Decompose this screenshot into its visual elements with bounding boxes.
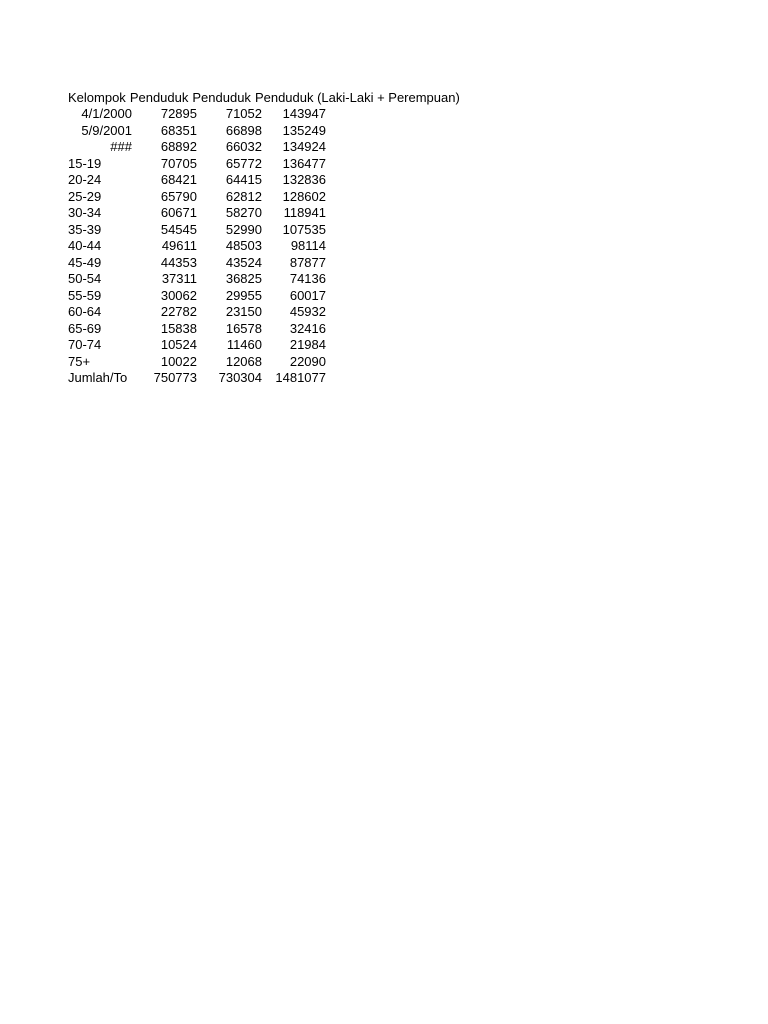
table-row xyxy=(68,222,464,239)
value-penduduk-1: 68892 xyxy=(160,139,197,154)
value-penduduk-total: 134924 xyxy=(282,139,326,154)
table-row xyxy=(68,321,464,338)
value-penduduk-total: 118941 xyxy=(283,205,326,220)
header-row xyxy=(68,89,464,106)
row-label: ### xyxy=(110,139,132,154)
table-body xyxy=(68,106,464,387)
value-penduduk-1: 54545 xyxy=(160,221,197,237)
table-row xyxy=(68,172,464,189)
value-penduduk-2: 23150 xyxy=(225,304,262,319)
row-label: 30-34 xyxy=(68,205,102,220)
value-penduduk-1: 68421 xyxy=(160,172,197,187)
row-label: 4/1/2000 xyxy=(81,106,132,121)
row-label: 50-54 xyxy=(68,271,102,286)
table-row xyxy=(68,238,464,255)
value-penduduk-2: 16578 xyxy=(225,320,262,336)
value-penduduk-total: 128602 xyxy=(282,188,326,204)
value-penduduk-1: 22782 xyxy=(160,304,197,319)
value-penduduk-total: 22090 xyxy=(289,353,326,369)
table-row xyxy=(68,354,464,371)
value-penduduk-total: 1481077 xyxy=(275,370,326,385)
value-penduduk-1: 15838 xyxy=(160,320,197,336)
table-row xyxy=(68,189,464,206)
value-penduduk-total: 98114 xyxy=(290,238,326,253)
row-label: 25-29 xyxy=(68,188,102,204)
table-row xyxy=(68,337,464,354)
value-penduduk-total: 135249 xyxy=(282,122,326,138)
row-label: 60-64 xyxy=(68,304,102,319)
value-penduduk-1: 70705 xyxy=(160,155,197,171)
value-penduduk-1: 750773 xyxy=(153,370,197,385)
row-label: 70-74 xyxy=(68,337,102,352)
value-penduduk-2: 36825 xyxy=(225,271,262,286)
row-label: 5/9/2001 xyxy=(81,122,132,138)
value-penduduk-2: 12068 xyxy=(225,353,262,369)
spreadsheet-table xyxy=(68,89,464,387)
value-penduduk-2: 58270 xyxy=(225,205,262,220)
value-penduduk-1: 37311 xyxy=(161,271,197,286)
value-penduduk-total: 132836 xyxy=(282,172,326,187)
table-row xyxy=(68,271,464,288)
value-penduduk-total: 21984 xyxy=(289,337,326,352)
table-row xyxy=(68,255,464,272)
value-penduduk-2: 62812 xyxy=(225,188,262,204)
value-penduduk-2: 64415 xyxy=(225,172,262,187)
value-penduduk-2: 65772 xyxy=(225,155,262,171)
header-kelompok: Kelompok xyxy=(68,90,126,105)
table-row xyxy=(68,205,464,222)
value-penduduk-2: 11460 xyxy=(226,337,262,352)
value-penduduk-1: 30062 xyxy=(160,287,197,303)
row-label: 35-39 xyxy=(68,221,102,237)
value-penduduk-total: 107535 xyxy=(282,221,326,237)
value-penduduk-1: 49611 xyxy=(161,238,197,253)
row-label: Jumlah/To xyxy=(68,370,128,385)
value-penduduk-1: 60671 xyxy=(160,205,197,220)
table-row xyxy=(68,106,464,123)
row-label: 75+ xyxy=(68,353,91,369)
value-penduduk-total: 87877 xyxy=(289,254,326,270)
row-label: 55-59 xyxy=(68,287,102,303)
header-penduduk-2: Penduduk xyxy=(192,90,251,105)
value-penduduk-1: 68351 xyxy=(160,122,197,138)
value-penduduk-total: 32416 xyxy=(289,320,326,336)
value-penduduk-2: 29955 xyxy=(225,287,262,303)
row-label: 20-24 xyxy=(68,172,102,187)
value-penduduk-2: 730304 xyxy=(218,370,262,385)
table-row xyxy=(68,370,464,387)
value-penduduk-2: 66032 xyxy=(225,139,262,154)
table-row xyxy=(68,288,464,305)
value-penduduk-total: 143947 xyxy=(282,106,326,121)
value-penduduk-2: 43524 xyxy=(225,254,262,270)
value-penduduk-total: 136477 xyxy=(282,155,326,171)
value-penduduk-2: 52990 xyxy=(225,221,262,237)
row-label: 65-69 xyxy=(68,320,102,336)
value-penduduk-total: 45932 xyxy=(289,304,326,319)
value-penduduk-1: 10524 xyxy=(160,337,197,352)
value-penduduk-2: 48503 xyxy=(225,238,262,253)
table-row xyxy=(68,123,464,140)
value-penduduk-1: 44353 xyxy=(160,254,197,270)
table-row xyxy=(68,304,464,321)
value-penduduk-2: 71052 xyxy=(225,106,262,121)
header-penduduk-1: Penduduk xyxy=(129,90,189,105)
table-row xyxy=(68,139,464,156)
value-penduduk-1: 10022 xyxy=(160,353,197,369)
value-penduduk-1: 65790 xyxy=(160,188,197,204)
table-row xyxy=(68,156,464,173)
value-penduduk-1: 72895 xyxy=(160,106,197,121)
header-penduduk-total: Penduduk (Laki-Laki + Perempuan) xyxy=(254,90,460,105)
row-label: 45-49 xyxy=(68,254,102,270)
row-label: 40-44 xyxy=(68,238,102,253)
value-penduduk-total: 74136 xyxy=(289,271,326,286)
row-label: 15-19 xyxy=(68,155,102,171)
value-penduduk-2: 66898 xyxy=(225,122,262,138)
value-penduduk-total: 60017 xyxy=(289,287,326,303)
